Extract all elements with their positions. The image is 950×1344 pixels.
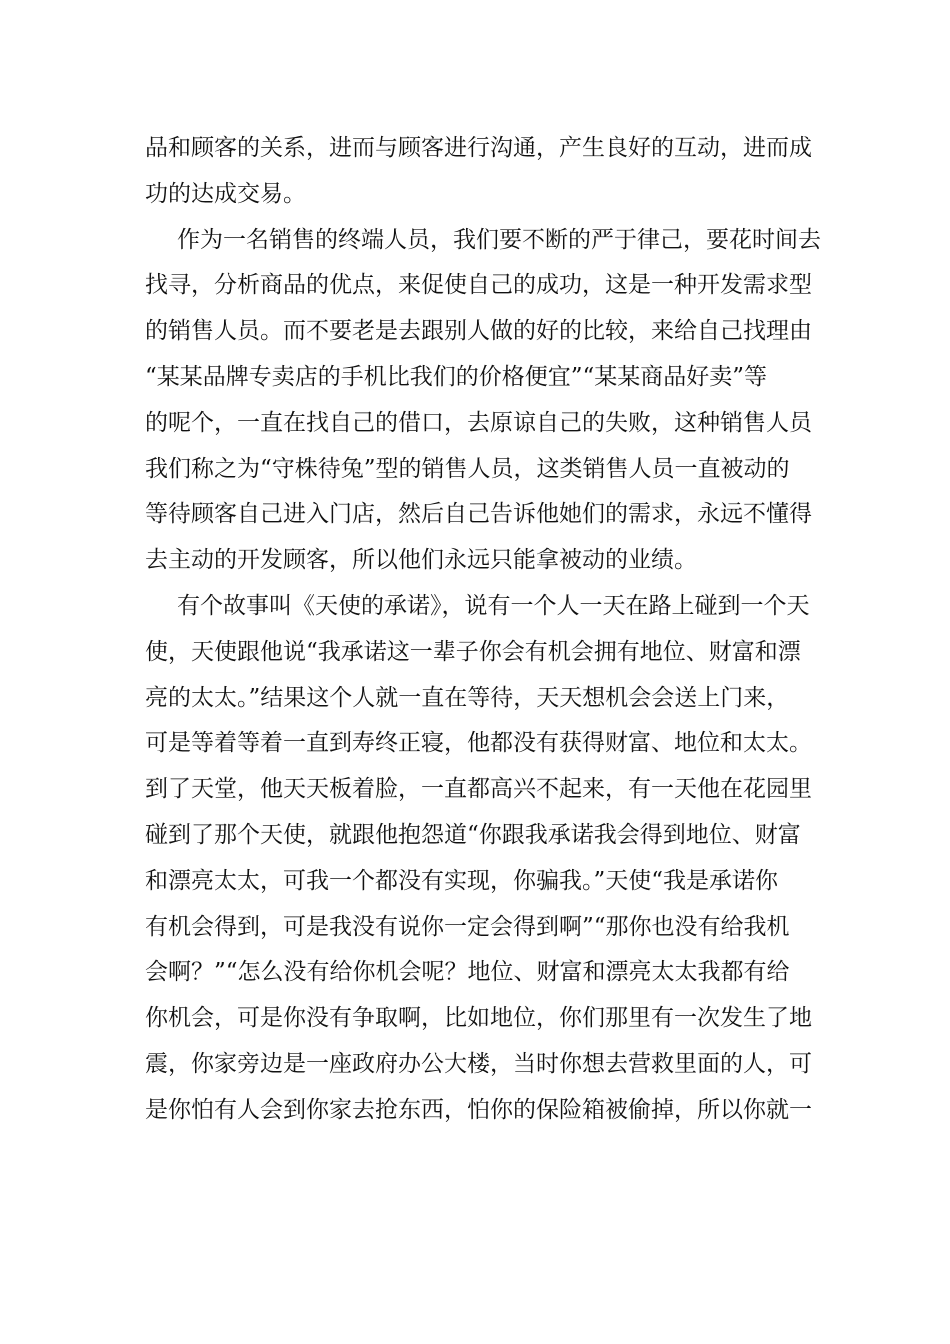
text-line: 你机会，可是你没有争取啊，比如地位，你们那里有一次发生了地 bbox=[145, 1005, 812, 1032]
text-line: 和漂亮太太，可我一个都没有实现，你骗我。”天使“我是承诺你 bbox=[145, 867, 779, 894]
text-line: 的销售人员。而不要老是去跟别人做的好的比较，来给自己找理由 bbox=[145, 318, 812, 345]
text-line: 到了天堂，他天天板着脸，一直都高兴不起来，有一天他在花园里 bbox=[145, 776, 812, 803]
text-line: 的呢个，一直在找自己的借口，去原谅自己的失败，这种销售人员 bbox=[145, 409, 812, 436]
paragraph-start-line: 作为一名销售的终端人员，我们要不断的严于律己，要花时间去 bbox=[177, 226, 821, 253]
text-line: 使，天使跟他说“我承诺这一辈子你会有机会拥有地位、财富和漂 bbox=[145, 638, 801, 665]
text-line: 功的达成交易。 bbox=[145, 180, 306, 207]
text-line: 亮的太太。”结果这个人就一直在等待，天天想机会会送上门来， bbox=[145, 684, 790, 711]
text-line: 可是等着等着一直到寿终正寝，他都没有获得财富、地位和太太。 bbox=[145, 730, 812, 757]
text-line: 是你怕有人会到你家去抢东西，怕你的保险箱被偷掉，所以你就一 bbox=[145, 1096, 812, 1123]
body-text bbox=[145, 126, 821, 1134]
paragraph-start-line: 有个故事叫《天使的承诺》，说有一个人一天在路上碰到一个天 bbox=[177, 592, 810, 619]
text-line: 碰到了那个天使，就跟他抱怨道“你跟我承诺我会得到地位、财富 bbox=[145, 821, 801, 848]
text-line: 品和顾客的关系，进而与顾客进行沟通，产生良好的互动，进而成 bbox=[145, 135, 812, 161]
text-line: 找寻，分析商品的优点，来促使自己的成功，这是一种开发需求型 bbox=[145, 272, 812, 299]
text-line: 去主动的开发顾客，所以他们永远只能拿被动的业绩。 bbox=[145, 547, 697, 574]
text-line: “某某品牌专卖店的手机比我们的价格便宜”“某某商品好卖”等 bbox=[145, 363, 768, 390]
text-line: 我们称之为“守株待兔”型的销售人员，这类销售人员一直被动的 bbox=[145, 455, 790, 482]
text-line: 有机会得到，可是我没有说你一定会得到啊”“那你也没有给我机 bbox=[145, 913, 790, 940]
text-line: 等待顾客自己进入门店，然后自己告诉他她们的需求，永远不懂得 bbox=[145, 501, 812, 528]
text-line: 会啊？”“怎么没有给你机会呢？地位、财富和漂亮太太我都有给 bbox=[145, 959, 790, 986]
text-line: 震，你家旁边是一座政府办公大楼，当时你想去营救里面的人，可 bbox=[145, 1050, 812, 1077]
